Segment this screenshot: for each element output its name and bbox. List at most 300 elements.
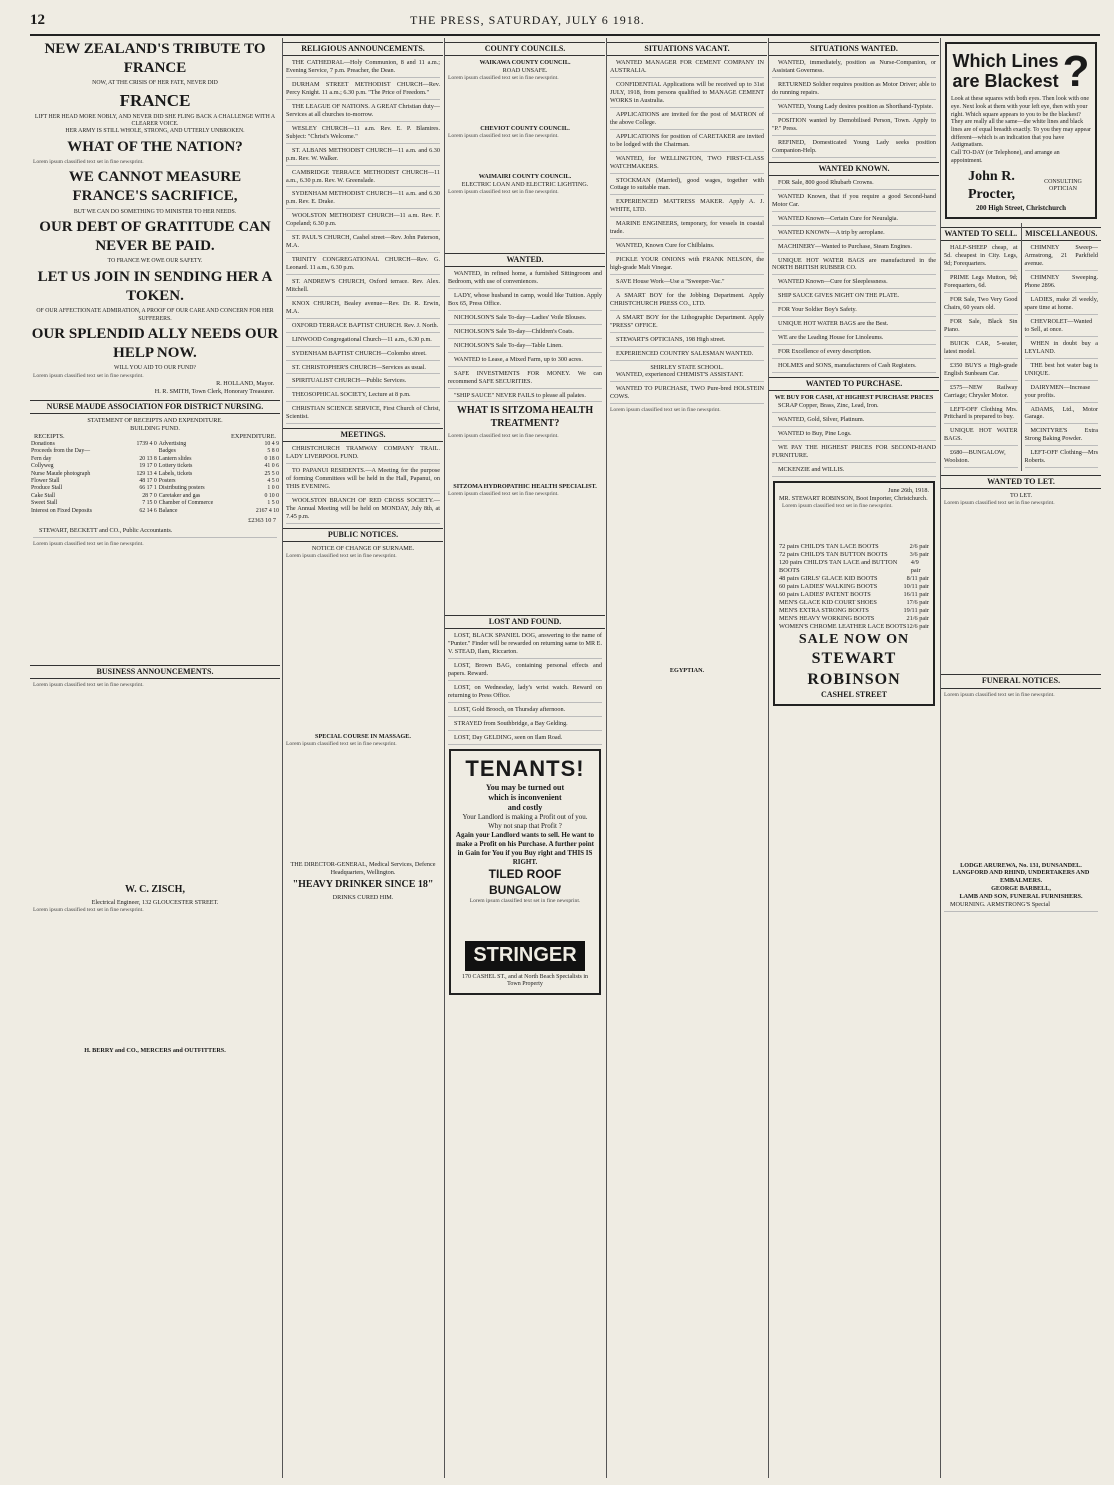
account-cell: 28 7 0	[142, 492, 157, 499]
account-cell: Badges	[158, 448, 176, 455]
price-item: 120 pairs CHILD'S TAN LACE and BUTTON BOOTS	[779, 558, 898, 574]
religious-notice: ST. ALBANS METHODIST CHURCH—11 a.m. and 6.30 p.m. Rev. W. Walker.	[286, 147, 440, 166]
price-item: 72 pairs CHILD'S TAN LACE BOOTS	[779, 542, 879, 550]
body-text: Lorem ipsum classified text set in fine newsprint.	[944, 691, 1055, 698]
public-heading: PUBLIC NOTICES.	[283, 528, 443, 542]
account-row	[30, 508, 280, 515]
price-item: 60 pairs LADIES' PATENT BOOTS	[779, 590, 871, 598]
meeting-notice: CHRISTCHURCH TRAMWAY COMPANY TRAIL. LADY LIVERPOOL FUND.	[286, 445, 440, 464]
account-cell: 7 15 0	[142, 500, 157, 507]
page-number: 12	[30, 12, 45, 28]
vacant-ad: STEWART'S OPTICIANS, 198 High street.	[610, 336, 764, 347]
body-text: Lorem ipsum classified text set in fine newsprint.	[33, 540, 144, 547]
wanted-ad: NICHOLSON'S Sale To-day—Table Linen.	[448, 342, 602, 353]
column-5	[768, 38, 939, 1478]
purchase-ad: SCRAP Copper, Brass, Zinc, Lead, Iron.	[772, 402, 936, 413]
zisch-name: W. C. ZISCH,	[125, 884, 185, 896]
wanted-ad: NICHOLSON'S Sale To-day—Children's Coats.	[448, 328, 602, 339]
account-cell: Fern day	[31, 455, 52, 462]
lines-cta: Call TO-DAY (or Telephone), and arrange an appointment.	[951, 150, 1060, 164]
measure-title: WE CANNOT MEASURE FRANCE'S SACRIFICE,	[68, 169, 242, 205]
purchase-heading: WANTED TO PURCHASE.	[769, 377, 939, 391]
body-text: Lorem ipsum classified text set in fine newsprint.	[448, 133, 559, 140]
vacant-list	[607, 59, 767, 360]
director: THE DIRECTOR-GENERAL, Medical Services, Defence Headquarters, Wellington.	[290, 861, 436, 877]
account-cell: Chamber of Commerce	[158, 500, 214, 507]
account-cell: Produce Stall	[31, 485, 63, 492]
join-sub: OF OUR AFFECTIONATE ADMIRATION, A PROOF OF OUR CARE AND CONCERN FOR HER SUFFERERS.	[36, 308, 274, 322]
nation-title: WHAT OF THE NATION?	[67, 138, 243, 155]
situation-wanted-ad: REFINED, Domesticated Young Lady seeks position Companion-Help.	[772, 139, 936, 158]
hero-line: NOW, AT THE CRISIS OF HER FATE, NEVER DID	[92, 80, 218, 87]
purchase-title: WE BUY FOR CASH, AT HIGHEST PURCHASE PRICES	[774, 394, 934, 402]
tenants-line: which is inconvenient	[488, 793, 562, 802]
wanted-known-ad: UNIQUE HOT WATER BAGS are the Best.	[772, 320, 936, 331]
lines-body: Look at these squares with both eyes. Then look with one eye. Next look at them with your left eye, then with your right. Which square appears to you to be the blackest?	[951, 96, 1090, 118]
account-cell: Distributing posters	[158, 485, 205, 492]
stewart-ad	[773, 481, 935, 706]
price-list	[779, 543, 929, 632]
account-cell: Sweet Stall	[31, 500, 58, 507]
optician-ad	[945, 42, 1097, 219]
school: SHIRLEY STATE SCHOOL.	[650, 363, 724, 371]
procter-role: CONSULTING OPTICIAN	[1044, 178, 1082, 193]
help-title: OUR SPLENDID ALLY NEEDS OUR HELP NOW.	[31, 325, 279, 362]
wanted-known-ad: MACHINERY—Wanted to Purchase, Steam Engines.	[772, 243, 936, 254]
situations-wanted-heading: SITUATIONS WANTED.	[769, 42, 939, 56]
lines-body: They are really all the same—the white lines and black lines are of equal breadth exactly. To you they may appear different—which is an indication that you have Astigmatism.	[951, 119, 1091, 149]
egyptian: EGYPTIAN.	[669, 667, 705, 675]
account-row	[30, 463, 280, 470]
wanted-list	[445, 270, 605, 402]
price-value: 8/11 pair	[906, 574, 929, 582]
join-title: LET US JOIN IN SENDING HER A TOKEN.	[37, 268, 273, 304]
vacant-ad: APPLICATIONS are invited for the post of MATRON of the above College.	[610, 111, 764, 130]
misc-ad: ADAMS, Ltd., Motor Garage.	[1025, 406, 1099, 425]
purchase-ad: WANTED, Gold, Silver, Platinum.	[772, 416, 936, 427]
cashel-street: CASHEL STREET	[820, 690, 888, 699]
account-cell: 48 17 0	[139, 478, 157, 485]
religious-notice: TRINITY CONGREGATIONAL CHURCH—Rev. G. Leonard. 11 a.m., 6.30 p.m.	[286, 256, 440, 275]
wanted-heading: WANTED.	[445, 253, 605, 267]
purchase-ad: WANTED to Buy, Pine Logs.	[772, 430, 936, 441]
sell-ad: £680—BUNGALOW, Woolston.	[944, 449, 1018, 468]
price-value: 3/6 pair	[909, 550, 929, 558]
wanted-known-ad: SHIP SAUCE GIVES NIGHT ON THE PLATE.	[772, 292, 936, 303]
account-cell: Lantern slides	[158, 455, 192, 462]
sitzoma-name: SITZOMA HYDROPATHIC HEALTH SPECIALIST.	[453, 483, 597, 491]
sell-ad: £350 BUYS a High-grade English Sunbeam Car.	[944, 362, 1018, 381]
misc-ad: LADIES, make 2l weekly, spare time at home.	[1025, 296, 1099, 315]
wanted-known-ad: HOLMES and SONS, manufacturers of Cash Registers.	[772, 362, 936, 373]
account-cell: 4 5 0	[267, 478, 279, 485]
misc-ad: CHIMNEY Sweeping. Phone 2896.	[1025, 274, 1099, 293]
waimairi: WAIMAIRI COUNTY COUNCIL.	[478, 173, 572, 181]
account-cell: 1 0 0	[267, 485, 279, 492]
religious-notice: THE CATHEDRAL—Holy Communion, 8 and 11 a.m.; Evening Service, 7 p.m. Preacher, the Dean.	[286, 59, 440, 78]
wanted-known-ad: FOR Sale, 800 good Rhubarb Crowns.	[772, 179, 936, 190]
body-text: Lorem ipsum classified text set in fine newsprint.	[33, 682, 144, 689]
religious-notice: SYDENHAM METHODIST CHURCH—11 a.m. and 6.30 p.m. Rev. E. Drake.	[286, 190, 440, 209]
barbell: GEORGE BARBELL,	[991, 885, 1051, 893]
price-item: 72 pairs CHILD'S TAN BUTTON BOOTS	[779, 550, 888, 558]
price-row	[779, 551, 929, 559]
accounts-signed: STEWART, BECKETT and CO., Public Accountants.	[33, 527, 277, 538]
holstein-ad: WANTED TO PURCHASE, TWO Pure-bred HOLSTEIN COWS.	[610, 385, 764, 404]
account-cell: Proceeds from the Day—	[31, 448, 91, 455]
price-row	[779, 575, 929, 583]
nurse-sub: STATEMENT OF RECEIPTS AND EXPENDITURE.	[87, 417, 223, 425]
price-row	[779, 599, 929, 607]
body-text: Lorem ipsum classified text set in fine newsprint.	[448, 75, 559, 82]
account-cell: 20 13 8	[139, 455, 157, 462]
procter-address: 200 High Street, Christchurch	[976, 204, 1066, 213]
purchase-ad: WE PAY THE HIGHEST PRICES FOR SECOND-HAND FURNITURE.	[772, 444, 936, 463]
accounts-total: £2363 10 7	[248, 517, 276, 525]
sitzoma-question: WHAT IS SITZOMA HEALTH TREATMENT?	[456, 405, 594, 430]
price-value: 4/9 pair	[910, 558, 921, 574]
lost-ad: LOST, Gold Brooch, on Thursday afternoon.	[448, 706, 602, 717]
account-row	[30, 478, 280, 485]
account-cell: 5 8 0	[267, 448, 279, 455]
wanted-known-heading: WANTED KNOWN.	[769, 162, 939, 176]
misc-ad: DAIRYMEN—Increase your profits.	[1025, 384, 1099, 403]
wanted-ad: SAFE INVESTMENTS FOR MONEY. We can recommend SAFE SECURITIES.	[448, 370, 602, 389]
massage-heading: SPECIAL COURSE IN MASSAGE.	[315, 733, 411, 741]
account-cell: 129 13 4	[136, 470, 157, 477]
misc-ad: MCINTYRE'S Extra Strong Baking Powder.	[1025, 427, 1099, 446]
to-let: TO LET.	[1009, 492, 1033, 500]
religious-notice: WOOLSTON METHODIST CHURCH—11 a.m. Rev. F. Copeland; 6.30 p.m.	[286, 212, 440, 231]
account-cell: 41 0 6	[264, 463, 279, 470]
account-cell: Posters	[158, 478, 176, 485]
nurse-heading: NURSE MAUDE ASSOCIATION FOR DISTRICT NURSING.	[30, 400, 280, 414]
misc-list	[1022, 244, 1102, 468]
wanted-known-ad: FOR Excellence of every description.	[772, 348, 936, 359]
situation-wanted-ad: POSITION wanted by Demobilised Person, Town. Apply to "P." Press.	[772, 117, 936, 136]
wanted-known-ad: WANTED Known—Certain Cure for Neuralgia.	[772, 215, 936, 226]
wanted-ad: WANTED, in refined home, a furnished Sittingroom and Bedroom, with use of conveniences.	[448, 270, 602, 289]
zisch-sub: Electrical Engineer, 132 GLOUCESTER STREET.	[91, 899, 219, 906]
account-cell: 2167 4 10	[255, 507, 279, 514]
price-value: 12/6 pair	[906, 623, 929, 631]
religious-notice: KNOX CHURCH, Bealey avenue—Rev. Dr. R. Erwin, M.A.	[286, 300, 440, 319]
body-text: Lorem ipsum classified text set in fine newsprint.	[782, 502, 893, 509]
expenditure-label: EXPENDITURE.	[231, 432, 276, 440]
vacant-ad: A SMART BOY for the Lithographic Department. Apply "PRESS" OFFICE.	[610, 314, 764, 333]
situations-wanted-list	[769, 59, 939, 157]
hero-line: LIFT HER HEAD MORE NOBLY, AND NEVER DID SHE FLING BACK A CHALLENGE WITH A CLEARER VOICE.	[34, 113, 276, 127]
signer: H. R. SMITH, Town Clerk, Honorary Treasurer.	[154, 387, 274, 395]
vacant-ad: CONFIDENTIAL Applications will be received up to 31st JULY, 1918, from persons qualified to MANAGE CEMENT WORKS in Australia.	[610, 81, 764, 108]
price-item: 60 pairs LADIES' WALKING BOOTS	[779, 582, 878, 590]
situation-wanted-ad: WANTED, immediately, position as Nurse-Companion, or Assistant Governess.	[772, 59, 936, 78]
lost-ad: LOST, Brown BAG, containing personal effects and papers. Reward.	[448, 662, 602, 681]
account-cell: Caretaker and gas	[158, 492, 201, 499]
price-value: 16/11 pair	[903, 590, 929, 598]
religious-notice: OXFORD TERRACE BAPTIST CHURCH. Rev. J. North.	[286, 322, 440, 333]
body-text: Lorem ipsum classified text set in fine newsprint.	[469, 897, 581, 904]
meeting-notice: TO PAPANUI RESIDENTS.—A Meeting for the purpose of forming Committees will be held in the Hall, Papanui, on THIS EVENING.	[286, 467, 440, 494]
funeral-heading: FUNERAL NOTICES.	[941, 674, 1101, 688]
account-cell: 19 17 0	[139, 463, 157, 470]
building-fund: BUILDING FUND.	[130, 425, 180, 433]
wanted-ad: NICHOLSON'S Sale To-day—Ladies' Voile Blouses.	[448, 314, 602, 325]
religious-notice: CHRISTIAN SCIENCE SERVICE, First Church of Christ, Scientist.	[286, 405, 440, 424]
wanted-known-ad: WANTED Known, that if you require a good Second-hand Motor Car.	[772, 193, 936, 212]
body-text: Lorem ipsum classified text set in fine newsprint.	[33, 906, 144, 913]
body-text: Lorem ipsum classified text set in fine newsprint.	[286, 553, 397, 560]
price-value: 10/11 pair	[903, 582, 929, 590]
misc-heading: MISCELLANEOUS.	[1022, 227, 1102, 241]
debt-title: OUR DEBT OF GRATITUDE CAN NEVER BE PAID.	[39, 218, 271, 255]
vacant-ad: EXPERIENCED MATTRESS MAKER. Apply A. J. WHITE, LTD.	[610, 198, 764, 217]
account-cell	[124, 448, 157, 455]
let-heading: WANTED TO LET.	[941, 475, 1101, 489]
debt-sub: TO FRANCE WE OWE OUR SAFETY.	[107, 258, 203, 265]
lost-ad: STRAYED from Southbridge, a Bay Gelding.	[448, 720, 602, 731]
sell-ad: BUICK CAR, 5-seater, latest model.	[944, 340, 1018, 359]
price-item: MEN'S EXTRA STRONG BOOTS	[779, 607, 869, 615]
column-2	[282, 38, 443, 1478]
body-text: Lorem ipsum classified text set in fine newsprint.	[33, 158, 144, 165]
wanted-ad: WANTED to Lease, a Mixed Farm, up to 300 acres.	[448, 356, 602, 367]
vacant-ad: WANTED, Known Cure for Chilblains.	[610, 242, 764, 253]
religious-notice: ST. ANDREW'S CHURCH, Oxford terrace. Rev. Alex. Mitchell.	[286, 278, 440, 297]
price-row	[779, 623, 929, 631]
stringer-sub: 170 CASHEL ST., and at North Beach Specialists in Town Property	[462, 973, 588, 988]
account-cell: Collyweg	[31, 463, 54, 470]
meeting-notice: WOOLSTON BRANCH OF RED CROSS SOCIETY.—The Annual Meeting will be held on MONDAY, July 8th, at 7.45 p.m.	[286, 497, 440, 524]
account-row	[30, 485, 280, 492]
religious-notice: WESLEY CHURCH—11 a.m. Rev. E. P. Blamires. Subject: "Christ's Welcome."	[286, 125, 440, 144]
sell-heading: WANTED TO SELL.	[941, 227, 1021, 241]
account-cell: Cake Stall	[31, 492, 55, 499]
road-unsafe: ROAD UNSAFE.	[502, 67, 548, 75]
account-cell: Advertising	[158, 441, 187, 448]
body-text: Lorem ipsum classified text set in fine newsprint.	[286, 741, 397, 748]
religious-notice: LINWOOD Congregational Church—11 a.m., 6.30 p.m.	[286, 336, 440, 347]
price-value: 2/6 pair	[909, 542, 929, 550]
account-row	[30, 493, 280, 500]
misc-ad: WHEN in doubt buy a LEYLAND.	[1025, 340, 1099, 359]
misc-ad: THE best hot water bag is UNIQUE.	[1025, 362, 1099, 381]
body-text: Lorem ipsum classified text set in fine newsprint.	[33, 372, 144, 379]
sell-ad: FOR Sale, Two Very Good Chairs, 60 years old.	[944, 296, 1018, 315]
business-heading: BUSINESS ANNOUNCEMENTS.	[30, 665, 280, 679]
account-cell: 25 5 0	[264, 470, 279, 477]
body-text: Lorem ipsum classified text set in fine newsprint.	[944, 500, 1055, 507]
signer: R. HOLLAND, Mayor.	[216, 380, 274, 387]
column-3	[444, 38, 605, 1478]
account-cell: Nurse Maude photograph	[31, 470, 91, 477]
price-row	[779, 559, 929, 575]
vacant-ad: A SMART BOY for the Jobbing Department. Apply CHRISTCHURCH PRESS CO., LTD.	[610, 292, 764, 311]
religious-notice: THE LEAGUE OF NATIONS. A GREAT Christian duty—Services at all churches to-morrow.	[286, 103, 440, 122]
account-cell: Labels, tickets	[158, 470, 193, 477]
wanted-known-ad: UNIQUE HOT WATER BAGS are manufactured in the NORTH BRITISH RUBBER CO.	[772, 257, 936, 276]
price-row	[779, 543, 929, 551]
accounts-table	[30, 441, 280, 515]
price-value: 19/11 pair	[903, 607, 929, 615]
sell-ad: HALF-SHEEP cheap, at 5d. cheapest in City. Legs, 9d; Forequarters.	[944, 244, 1018, 271]
account-row	[30, 471, 280, 478]
body-text: Lorem ipsum classified text set in fine newsprint.	[448, 491, 559, 497]
lost-list	[445, 632, 605, 744]
account-cell: 66 17 1	[139, 485, 157, 492]
heavy-sub: DRINKS CURED HIM.	[332, 893, 394, 901]
lines-title: Which Lines	[952, 51, 1059, 72]
purchase-ad: MCKENZIE and WILLIS.	[772, 466, 936, 477]
tenants-ad	[449, 749, 601, 995]
wanted-known-ad: WANTED KNOWN—A trip by aeroplane.	[772, 229, 936, 240]
measure-sub: BUT WE CAN DO SOMETHING TO MINISTER TO HER NEEDS.	[73, 208, 237, 215]
stringer-logo: STRINGER	[465, 941, 585, 971]
sell-list	[941, 244, 1021, 468]
sale-now: SALE NOW ON	[798, 632, 910, 648]
account-cell: Interest on Fixed Deposits	[31, 507, 93, 514]
religious-heading: RELIGIOUS ANNOUNCEMENTS.	[283, 42, 443, 56]
religious-notice: ST. PAUL'S CHURCH, Cashel street—Rev. John Paterson, M.A.	[286, 234, 440, 253]
vacant-ad: MARINE ENGINEERS, temporary, for vessels in coastal trade.	[610, 220, 764, 239]
surname-notice: NOTICE OF CHANGE OF SURNAME.	[311, 545, 415, 553]
price-row	[779, 607, 929, 615]
hero-line: HER ARMY IS STILL WHOLE, STRONG, AND UTTERLY UNBROKEN.	[65, 128, 245, 135]
religious-notice: THEOSOPHICAL SOCIETY, Lecture at 8 p.m.	[286, 391, 440, 402]
account-row	[30, 456, 280, 463]
bungalow-title: TILED ROOF BUNGALOW	[488, 867, 562, 897]
column-1	[30, 38, 280, 1478]
signers	[30, 380, 274, 396]
meetings-heading: MEETINGS.	[283, 428, 443, 442]
vacant-ad: WANTED, for WELLINGTON, TWO FIRST-CLASS WATCHMAKERS.	[610, 155, 764, 174]
lost-ad: LOST, on Wednesday, lady's wrist watch. Reward on returning to Press Office.	[448, 684, 602, 703]
account-cell: Balance	[158, 507, 178, 514]
misc-ad: CHIMNEY Sweep—Armstrong, 21 Parkfield avenue.	[1025, 244, 1099, 271]
account-cell: 10 4 9	[264, 441, 279, 448]
religious-notice: SYDENHAM BAPTIST CHURCH—Colombo street.	[286, 350, 440, 361]
situation-wanted-ad: WANTED, Young Lady desires position as Shorthand-Typiste.	[772, 103, 936, 114]
lost-ad: LOST, Day GELDING, seen on Ilam Road.	[448, 734, 602, 745]
price-row	[779, 615, 929, 623]
account-cell: 0 10 0	[264, 492, 279, 499]
vacant-ad: SAVE House Work—Use a "Sweeper-Vac."	[610, 278, 764, 289]
account-cell: 62 14 6	[139, 507, 157, 514]
tenants-body: Your Landlord is making a Profit out of you. Why not snap that Profit ?	[462, 813, 588, 831]
religious-notice: ST. CHRISTOPHER'S CHURCH—Services as usual.	[286, 364, 440, 375]
sell-ad: PRIME Legs Mutton, 9d; Forequarters, 6d.	[944, 274, 1018, 293]
waikawa: WAIKAWA COUNTY COUNCIL.	[479, 59, 571, 67]
vacant-ad: APPLICATIONS for position of CARETAKER are invited to be lodged with the Chairman.	[610, 133, 764, 152]
misc-ad: CHEVROLET—Wanted to Sell, at once.	[1025, 318, 1099, 337]
vacant-ad: STOCKMAN (Married), good wages, together with Cottage to suitable man.	[610, 177, 764, 196]
lamb: LAMB AND SON, FUNERAL FURNISHERS.	[959, 893, 1083, 901]
mourning-ad: MOURNING. ARMSTRONG'S Special	[944, 901, 1098, 912]
letter-head: MR. STEWART ROBINSON, Boot Importer, Christchurch.	[779, 494, 928, 502]
tenants-line: and costly	[507, 803, 543, 813]
account-cell: 0 18 0	[264, 455, 279, 462]
account-cell: Flower Stall	[31, 478, 60, 485]
body-text: Lorem ipsum classified text set in fine newsprint.	[448, 433, 559, 440]
situations-heading: SITUATIONS VACANT.	[607, 42, 767, 56]
religious-notice: CAMBRIDGE TERRACE METHODIST CHURCH—11 a.m., 6.30 p.m. Rev. W. Greenslade.	[286, 169, 440, 188]
tenants-title: TENANTS!	[465, 755, 585, 781]
vacant-ad: PICKLE YOUR ONIONS with FRANK NELSON, the high-grade Malt Vinegar.	[610, 256, 764, 275]
sell-ad: FOR Sale, Black Sin Piano.	[944, 318, 1018, 337]
stewart-name: STEWART ROBINSON	[807, 650, 901, 688]
body-text: Lorem ipsum classified text set in fine newsprint.	[610, 407, 721, 414]
price-item: MEN'S GLACE KID COURT SHOES	[779, 598, 877, 606]
help-sub: WILL YOU AID TO OUR FUND?	[114, 365, 196, 372]
langford: LANGFORD AND RHIND, UNDERTAKERS AND EMBALMERS.	[952, 869, 1090, 885]
price-value: 17/6 pair	[906, 598, 929, 606]
price-row	[779, 591, 929, 599]
heavy-title: "HEAVY DRINKER SINCE 18"	[292, 878, 434, 890]
question-mark-icon: ?	[1062, 47, 1090, 96]
lost-heading: LOST AND FOUND.	[445, 615, 605, 629]
france-title: FRANCE	[119, 90, 191, 110]
procter-name: John R. Procter,	[967, 169, 1015, 203]
price-row	[779, 583, 929, 591]
letter-date: June 26th, 1918.	[888, 486, 929, 494]
wanted-ad: "SHIP SAUCE" NEVER FAILS to please all palates.	[448, 392, 602, 403]
wanted-known-ad: FOR Your Soldier Boy's Safety.	[772, 306, 936, 317]
lodge: LODGE ARUREWA, No. 131, DUNSANDEL.	[960, 861, 1082, 869]
account-row	[30, 500, 280, 507]
chemist-ad: WANTED, experienced CHEMIST'S ASSISTANT.	[610, 371, 764, 382]
cheviot: CHEVIOT COUNTY COUNCIL.	[480, 125, 570, 133]
price-item: 48 pairs GIRLS' GLACE KID BOOTS	[779, 574, 878, 582]
lost-ad: LOST, BLACK SPANIEL DOG, answering to the name of "Punter." Finder will be rewarded on returning same to MR E. V. STEAD, Ilam, Riccarton.	[448, 632, 602, 659]
hero-title: NEW ZEALAND'S TRIBUTE TO FRANCE	[44, 41, 266, 77]
masthead	[30, 10, 1100, 36]
vacant-ad: WANTED MANAGER FOR CEMENT COMPANY IN AUSTRALIA.	[610, 59, 764, 78]
meetings-list	[283, 445, 443, 524]
account-cell: Donations	[31, 441, 55, 448]
column-6	[940, 38, 1101, 1478]
council-heading: COUNTY COUNCILS.	[445, 42, 605, 56]
masthead-title: THE PRESS, SATURDAY, JULY 6 1918.	[410, 13, 645, 27]
column-4	[606, 38, 767, 1478]
sell-ad: UNIQUE HOT WATER BAGS.	[944, 427, 1018, 446]
wanted-known-ad: WANTED Known—Cure for Sleeplessness.	[772, 278, 936, 289]
tenants-line: You may be turned out	[485, 782, 565, 792]
sell-ad: £575—NEW Railway Carriage; Chrysler Motor.	[944, 384, 1018, 403]
religious-notice: DURHAM STREET METHODIST CHURCH—Rev. Percy Knight. 11 a.m.; 6.30 p.m. "The Price of Freedom."	[286, 81, 440, 100]
wanted-ad: LADY, whose husband in camp, would like Tuition. Apply Box 65, Press Office.	[448, 292, 602, 311]
body-text: Lorem ipsum classified text set in fine newsprint.	[448, 188, 559, 195]
price-item: MEN'S HEAVY WORKING BOOTS	[779, 615, 875, 623]
tenants-body: Again your Landlord wants to sell. He want to make a Profit on his Purchase. A further point in Gain for You if you Buy right and THIS IS RIGHT.	[455, 831, 595, 867]
vacant-ad: EXPERIENCED COUNTRY SALESMAN WANTED.	[610, 350, 764, 361]
misc-ad: LEFT-OFF Clothing—Mrs Roberts.	[1025, 449, 1099, 468]
purchase-list	[769, 402, 939, 477]
price-value: 21/6 pair	[906, 615, 929, 623]
account-cell: Lottery tickets	[158, 463, 193, 470]
account-cell: 1739 4 0	[136, 441, 157, 448]
account-cell: 1 5 0	[267, 500, 279, 507]
lines-title: are Blackest	[952, 71, 1059, 92]
electric: ELECTRIC LOAN AND ELECTRIC LIGHTING.	[461, 180, 589, 188]
situation-wanted-ad: RETURNED Soldier requires position as Motor Driver; able to do running repairs.	[772, 81, 936, 100]
wanted-known-ad: WE are the Leading House for Linoleums.	[772, 334, 936, 345]
religious-notice: SPIRITUALIST CHURCH—Public Services.	[286, 377, 440, 388]
wanted-known-list	[769, 179, 939, 373]
price-item: WOMEN'S CHROME LEATHER LACE BOOTS	[779, 623, 907, 631]
account-row	[30, 448, 280, 455]
berry-ad: H. BERRY and CO., MERCERS and OUTFITTERS.	[84, 1046, 226, 1054]
sell-ad: LEFT-OFF Clothing Mrs. Pritchard is prepared to buy.	[944, 406, 1018, 425]
